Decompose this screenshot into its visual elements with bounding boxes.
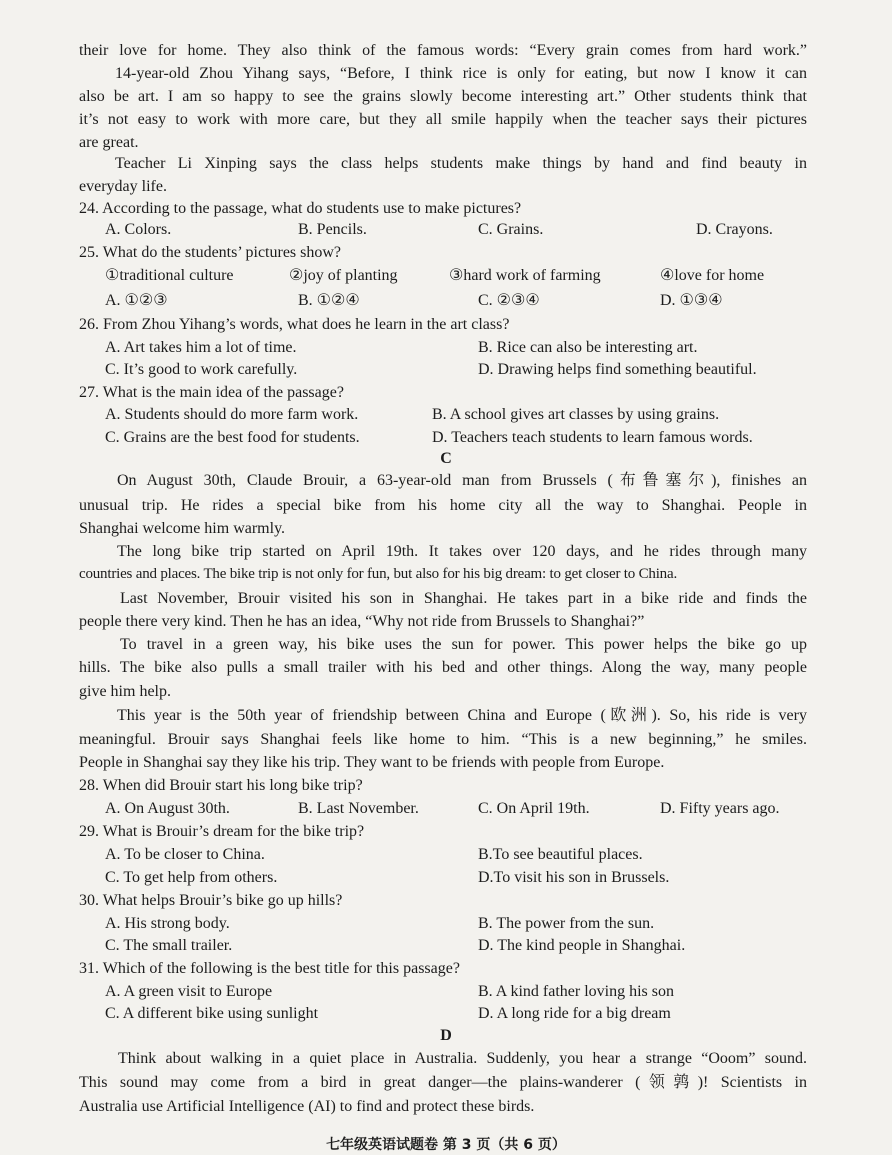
q29-option-d: D.To visit his son in Brussels. (478, 869, 670, 886)
question-29-stem: 29. What is Brouir’s dream for the bike trip? (79, 823, 365, 840)
section-c-heading: C (440, 450, 452, 467)
q31-option-b: B. A kind father loving his son (478, 983, 674, 1000)
q25-option-b: B. ①②④ (298, 292, 360, 309)
q30-option-d: D. The kind people in Shanghai. (478, 937, 686, 954)
passage-line: Shanghai welcome him warmly. (79, 520, 286, 537)
q31-option-d: D. A long ride for a big dream (478, 1005, 671, 1022)
q26-option-d: D. Drawing helps find something beautiful. (478, 361, 757, 378)
passage-line: People in Shanghai say they like his trip. They want to be friends with people from Europe. (79, 754, 665, 771)
passage-line: it’s not easy to work with more care, but they all smile happily when the teacher says their pictures (79, 111, 807, 128)
q28-option-b: B. Last November. (298, 800, 419, 817)
page-footer: 七年级英语试题卷 第 3 页（共 6 页） (326, 1137, 566, 1153)
q28-option-c: C. On April 19th. (478, 800, 590, 817)
q25-item-4: ④love for home (660, 267, 765, 284)
q27-option-c: C. Grains are the best food for students. (105, 429, 360, 446)
passage-line: To travel in a green way, his bike uses the sun for power. This power helps the bike go up (120, 636, 807, 653)
q24-option-a: A. Colors. (105, 221, 172, 238)
q25-option-a: A. ①②③ (105, 292, 168, 309)
q30-option-c: C. The small trailer. (105, 937, 233, 954)
q27-option-d: D. Teachers teach students to learn famous words. (432, 429, 753, 446)
question-26-stem: 26. From Zhou Yihang’s words, what does he learn in the art class? (79, 316, 510, 333)
passage-line: meaningful. Brouir says Shanghai feels like home to him. “This is a new beginning,” he smiles. (79, 731, 807, 748)
passage-line: give him help. (79, 683, 171, 700)
passage-line: This sound may come from a bird in great danger—the plains-wanderer (领鹑)! Scientists in (79, 1074, 807, 1091)
passage-line: unusual trip. He rides a special bike from his home city all the way to Shanghai. People in (79, 497, 807, 514)
passage-line: also be art. I am so happy to see the grains slowly become interesting art.” Other students think that (79, 88, 807, 105)
q27-option-b: B. A school gives art classes by using grains. (432, 406, 720, 423)
q28-option-a: A. On August 30th. (105, 800, 230, 817)
q29-option-b: B.To see beautiful places. (478, 846, 643, 863)
q25-item-1: ①traditional culture (105, 267, 234, 284)
passage-line: Last November, Brouir visited his son in Shanghai. He takes part in a bike ride and finds the (120, 590, 807, 607)
section-d-heading: D (440, 1027, 452, 1044)
passage-line: hills. The bike also pulls a small trailer with his bed and other things. Along the way, many people (79, 659, 807, 676)
q31-option-a: A. A green visit to Europe (105, 983, 273, 1000)
q24-option-d: D. Crayons. (696, 221, 773, 238)
q30-option-b: B. The power from the sun. (478, 915, 655, 932)
question-27-stem: 27. What is the main idea of the passage? (79, 384, 344, 401)
passage-line: Think about walking in a quiet place in Australia. Suddenly, you hear a strange “Ooom” sound. (118, 1050, 807, 1067)
q29-option-c: C. To get help from others. (105, 869, 278, 886)
q25-item-2: ②joy of planting (289, 267, 398, 284)
question-28-stem: 28. When did Brouir start his long bike trip? (79, 777, 363, 794)
q24-option-b: B. Pencils. (298, 221, 367, 238)
passage-line: 14-year-old Zhou Yihang says, “Before, I think rice is only for eating, but now I know it can (115, 65, 807, 82)
q27-option-a: A. Students should do more farm work. (105, 406, 359, 423)
passage-line: are great. (79, 134, 139, 151)
q25-option-d: D. ①③④ (660, 292, 723, 309)
question-31-stem: 31. Which of the following is the best title for this passage? (79, 960, 460, 977)
q29-option-a: A. To be closer to China. (105, 846, 265, 863)
q31-option-c: C. A different bike using sunlight (105, 1005, 319, 1022)
passage-line: The long bike trip started on April 19th. It takes over 120 days, and he rides through many (117, 543, 807, 560)
q24-option-c: C. Grains. (478, 221, 544, 238)
passage-line: their love for home. They also think of the famous words: “Every grain comes from hard work.” (79, 42, 807, 59)
passage-line: Teacher Li Xinping says the class helps students make things by hand and find beauty in (115, 155, 807, 172)
q30-option-a: A. His strong body. (105, 915, 230, 932)
question-24-stem: 24. According to the passage, what do students use to make pictures? (79, 200, 522, 217)
q26-option-b: B. Rice can also be interesting art. (478, 339, 698, 356)
q25-option-c: C. ②③④ (478, 292, 540, 309)
passage-line: On August 30th, Claude Brouir, a 63-year-old man from Brussels (布鲁塞尔), finishes an (117, 472, 807, 489)
passage-line: This year is the 50th year of friendship between China and Europe (欧洲). So, his ride is very (117, 707, 807, 724)
q28-option-d: D. Fifty years ago. (660, 800, 780, 817)
q26-option-a: A. Art takes him a lot of time. (105, 339, 297, 356)
passage-line: everyday life. (79, 178, 167, 195)
q25-item-3: ③hard work of farming (449, 267, 601, 284)
q26-option-c: C. It’s good to work carefully. (105, 361, 298, 378)
passage-line: people there very kind. Then he has an idea, “Why not ride from Brussels to Shanghai?” (79, 613, 645, 630)
question-30-stem: 30. What helps Brouir’s bike go up hills? (79, 892, 343, 909)
passage-line: countries and places. The bike trip is not only for fun, but also for his big dream: to get closer to China. (79, 566, 677, 582)
question-25-stem: 25. What do the students’ pictures show? (79, 244, 342, 261)
passage-line: Australia use Artificial Intelligence (AI) to find and protect these birds. (79, 1098, 535, 1115)
